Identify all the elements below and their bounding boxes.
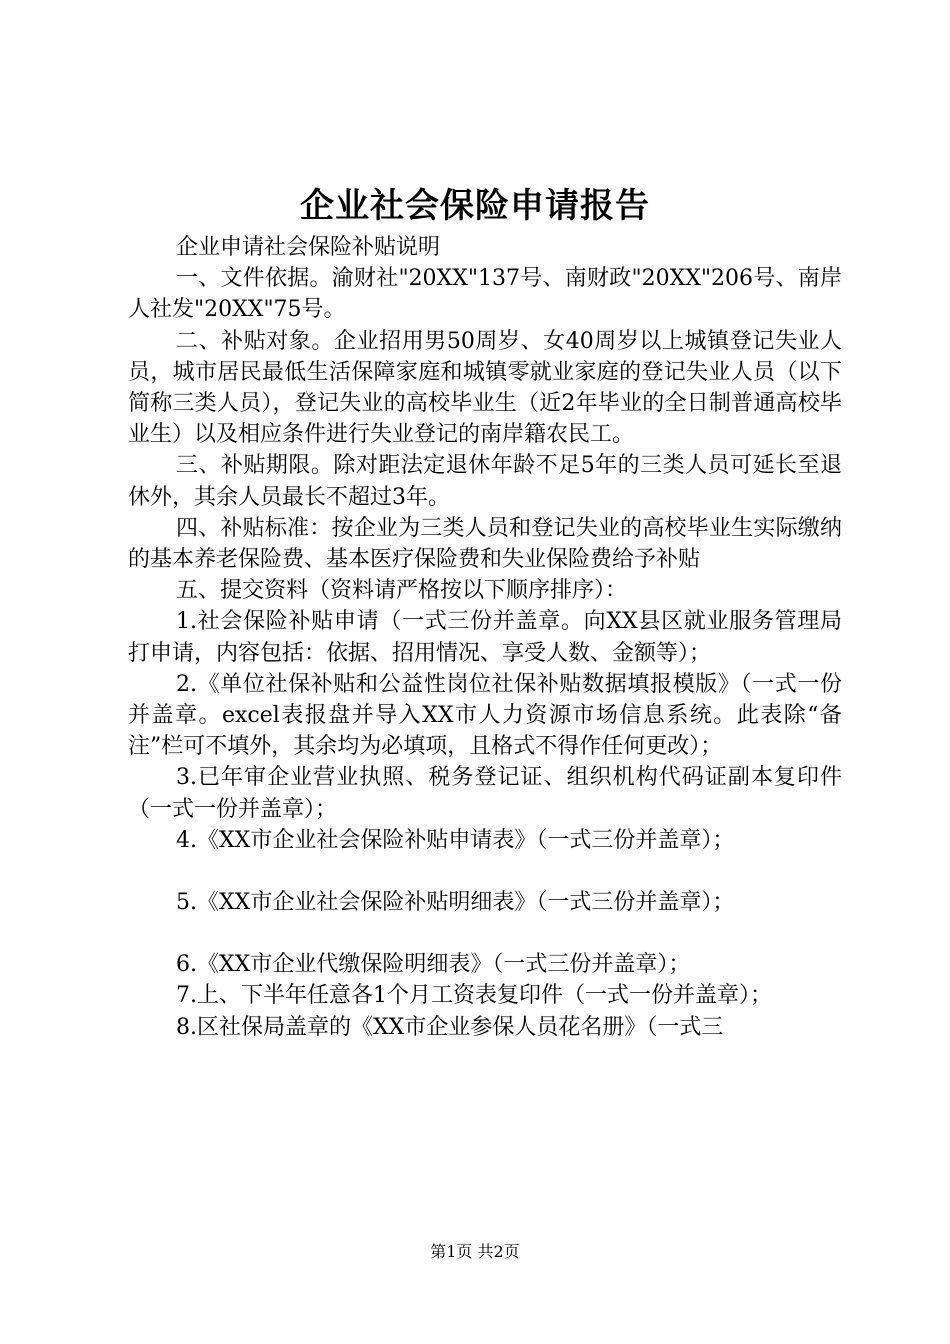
list-item-6: 6.《XX市企业代缴保险明细表》（一式三份并盖章）；	[176, 952, 691, 978]
list-item-2: 2.《单位社保补贴和公益性岗位社保补贴数据填报模版》（一式一份并盖章。excel表报盘并导入XX市人力资源市场信息系统。此表除“备注”栏可不填外，其余均为必填项，且格式不得作任何更改）；	[128, 671, 842, 760]
list-item-8: 8.区社保局盖章的《XX市企业参保人员花名册》（一式三	[176, 1014, 724, 1040]
page-footer: 第1页 共2页	[430, 1242, 520, 1261]
document-body	[128, 232, 842, 1043]
paragraph-basis: 一、文件依据。渝财社"20XX"137号、南财政"20XX"206号、南岸人社发"20XX"75号。	[128, 266, 842, 323]
list-item-3: 3.已年审企业营业执照、税务登记证、组织机构代码证副本复印件（一式一份并盖章）；	[128, 765, 842, 822]
paragraph-target: 二、补贴对象。企业招用男50周岁、女40周岁以上城镇登记失业人员，城市居民最低生活保障家庭和城镇零就业家庭的登记失业人员（以下简称三类人员），登记失业的高校毕业生（近2年毕业的全日制普通高校毕业生）以及相应条件进行失业登记的南岸籍农民工。	[128, 328, 842, 448]
paragraph-heading: 企业申请社会保险补贴说明	[176, 235, 441, 260]
list-item-7: 7.上、下半年任意各1个月工资表复印件（一式一份并盖章）；	[176, 983, 772, 1009]
list-item-4: 4.《XX市企业社会保险补贴申请表》（一式三份并盖章）；	[176, 827, 735, 853]
document-title: 企业社会保险申请报告	[300, 186, 650, 226]
paragraph-materials: 五、提交资料（资料请严格按以下顺序排序）：	[176, 578, 628, 604]
list-item-5: 5.《XX市企业社会保险补贴明细表》（一式三份并盖章）；	[176, 890, 735, 916]
paragraph-standard: 四、补贴标准：按企业为三类人员和登记失业的高校毕业生实际缴纳的基本养老保险费、基本医疗保险费和失业保险费给予补贴	[128, 515, 842, 573]
list-item-1: 1.社会保险补贴申请（一式三份并盖章。向XX县区就业服务管理局打申请，内容包括：依据、招用情况、享受人数、金额等）；	[128, 609, 842, 666]
paragraph-period: 三、补贴期限。除对距法定退休年龄不足5年的三类人员可延长至退休外，其余人员最长不超过3年。	[128, 453, 842, 510]
